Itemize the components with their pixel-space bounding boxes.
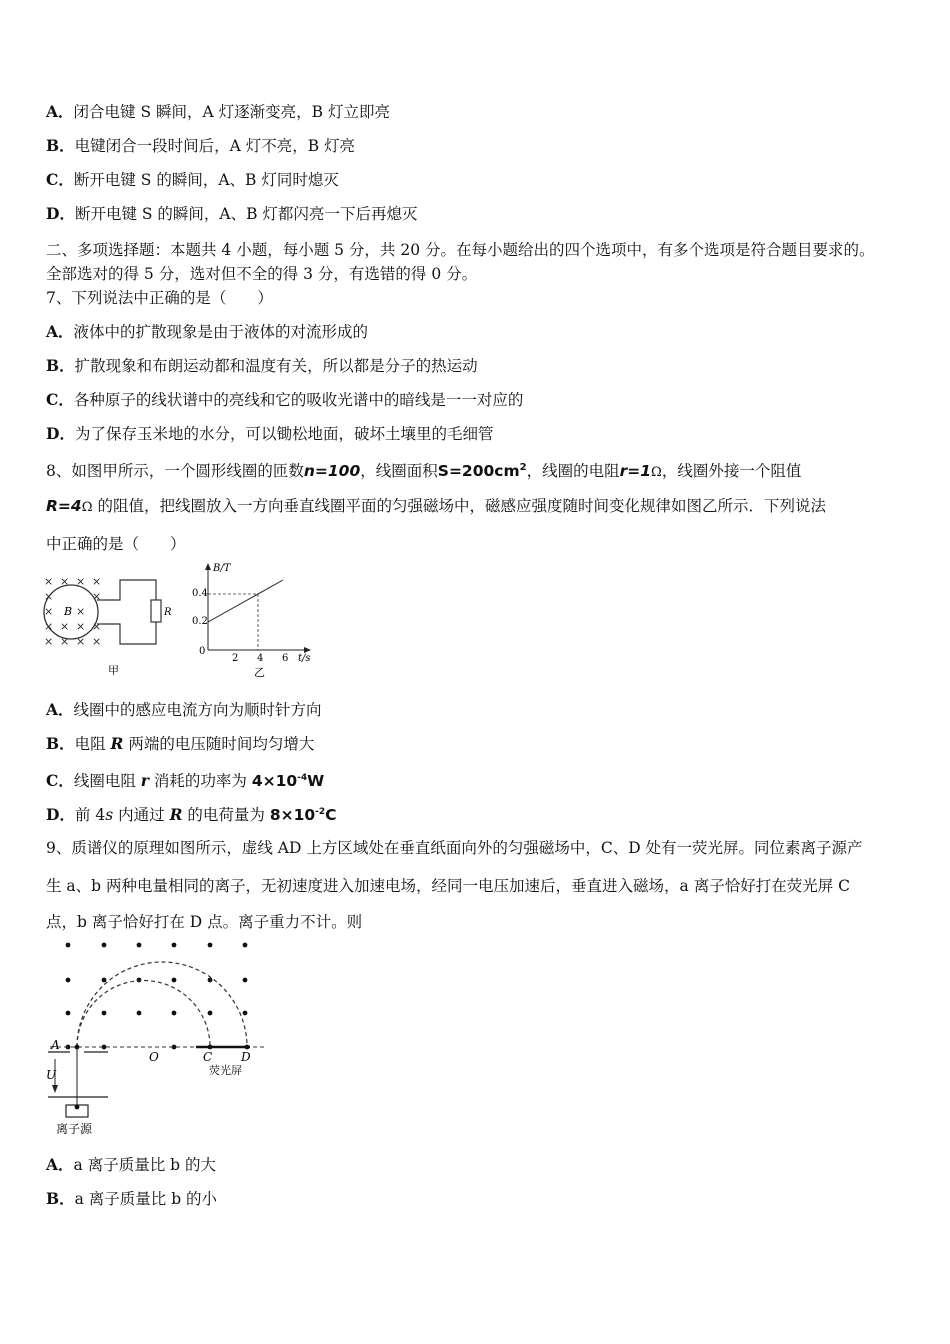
label-o: O bbox=[149, 1050, 159, 1064]
field-label: B bbox=[64, 605, 73, 618]
x-tick-6: 6 bbox=[282, 653, 289, 664]
point-d bbox=[245, 1045, 250, 1050]
section2-heading: 二、多项选择题：本题共 4 小题，每小题 5 分，共 20 分。在每小题给出的四个选项中，有多个选项是符合题目要求的。 bbox=[46, 241, 875, 259]
q7-option-b: B．扩散现象和布朗运动都和温度有关，所以都是分子的热运动 bbox=[46, 356, 478, 375]
magnetic-field-dots bbox=[66, 943, 248, 1050]
q8-stem-line3: 中正确的是（ ） bbox=[46, 535, 186, 553]
point-c bbox=[208, 1045, 213, 1050]
q9-option-a: A．a 离子质量比 b 的大 bbox=[46, 1155, 216, 1174]
svg-text:×: × bbox=[60, 635, 70, 648]
svg-text:×: × bbox=[92, 575, 102, 588]
q7-option-a: A．液体中的扩散现象是由于液体的对流形成的 bbox=[46, 322, 369, 341]
svg-text:×: × bbox=[76, 575, 86, 588]
q7-option-c: C．各种原子的线状谱中的亮线和它的吸收光谱中的暗线是一一对应的 bbox=[46, 390, 524, 409]
svg-text:×: × bbox=[92, 620, 102, 633]
svg-text:×: × bbox=[44, 620, 54, 633]
svg-text:×: × bbox=[44, 605, 54, 618]
q6-option-c: C．断开电键 S 的瞬间，A、B 灯同时熄灭 bbox=[46, 170, 339, 189]
q8-option-c: C．线圈电阻 r 消耗的功率为 $4\times 10^{-4}W$ bbox=[46, 771, 325, 791]
resistor-symbol bbox=[151, 600, 161, 622]
svg-text:×: × bbox=[92, 590, 102, 603]
figure-caption-yi: 乙 bbox=[254, 666, 265, 679]
trajectory-a bbox=[77, 981, 210, 1048]
y-tick-02: 0.2 bbox=[192, 616, 208, 627]
svg-text:×: × bbox=[44, 590, 54, 603]
q6-option-b: B．电键闭合一段时间后，A 灯不亮，B 灯亮 bbox=[46, 136, 356, 155]
q8-option-d: D．前 4s 内通过 R 的电荷量为 $8\times 10^{-2}C$ bbox=[46, 805, 337, 825]
trajectory-b bbox=[77, 962, 247, 1047]
resistor-label: R bbox=[164, 607, 172, 618]
y-axis-label: B/T bbox=[213, 563, 231, 574]
label-u: U bbox=[46, 1068, 57, 1082]
label-screen: 荧光屏 bbox=[209, 1064, 242, 1077]
x-axis-label: t/s bbox=[298, 653, 311, 664]
entry-point bbox=[75, 1045, 80, 1050]
label-c: C bbox=[203, 1050, 213, 1064]
q9-figure-mass-spectrometer bbox=[40, 935, 275, 1140]
svg-text:×: × bbox=[44, 575, 54, 588]
y-tick-04: 0.4 bbox=[192, 588, 208, 599]
q8-figure-coil bbox=[40, 568, 175, 680]
svg-text:×: × bbox=[76, 635, 86, 648]
q6-option-a: A．闭合电键 S 瞬间，A 灯逐渐变亮，B 灯立即亮 bbox=[46, 102, 390, 121]
q8-option-a: A．线圈中的感应电流方向为顺时针方向 bbox=[46, 700, 322, 719]
svg-text:×: × bbox=[44, 635, 54, 648]
svg-text:×: × bbox=[60, 620, 70, 633]
svg-text:×: × bbox=[76, 620, 86, 633]
series-line-b bbox=[208, 580, 283, 622]
q8-option-b: B．电阻 R 两端的电压随时间均匀增大 bbox=[46, 734, 315, 753]
q9-stem-line1: 9、质谱仪的原理如图所示，虚线 AD 上方区域处在垂直纸面向外的匀强磁场中，C、D 处有一荧光屏。同位素离子源产 bbox=[46, 839, 863, 857]
x-tick-4: 4 bbox=[257, 653, 264, 664]
svg-text:×: × bbox=[92, 635, 102, 648]
section2-scoring: 全部选对的得 5 分，选对但不全的得 3 分，有选错的得 0 分。 bbox=[46, 265, 478, 283]
y-tick-0: 0 bbox=[199, 646, 206, 657]
label-a: A bbox=[51, 1038, 60, 1052]
figure-caption-jia: 甲 bbox=[108, 664, 119, 677]
svg-text:×: × bbox=[76, 605, 86, 618]
y-axis-arrow bbox=[205, 563, 211, 570]
q6-option-d: D．断开电键 S 的瞬间，A、B 灯都闪亮一下后再熄灭 bbox=[46, 204, 418, 223]
label-ion-source: 离子源 bbox=[56, 1122, 93, 1136]
svg-text:×: × bbox=[60, 575, 70, 588]
x-tick-2: 2 bbox=[232, 653, 239, 664]
circuit-wire bbox=[97, 580, 156, 644]
label-d: D bbox=[241, 1050, 251, 1064]
ion-source-point bbox=[75, 1105, 80, 1110]
q8-figure-bt-graph bbox=[188, 560, 318, 682]
q8-stem-line1: 8、如图甲所示，一个圆形线圈的匝数n=100，线圈面积$S=200cm^2$，线圈的电阻r=1Ω，线圈外接一个阻值 bbox=[46, 462, 802, 481]
q9-option-b: B．a 离子质量比 b 的小 bbox=[46, 1189, 218, 1208]
q7-option-d: D．为了保存玉米地的水分，可以锄松地面，破坏土壤里的毛细管 bbox=[46, 424, 494, 443]
q9-stem-line3: 点，b 离子恰好打在 D 点。离子重力不计。则 bbox=[46, 913, 363, 931]
q9-stem-line2: 生 a、b 两种电量相同的离子，无初速度进入加速电场，经同一电压加速后，垂直进入磁场，a 离子恰好打在荧光屏 C bbox=[46, 877, 850, 895]
q8-stem-line2: R=4Ω 的阻值，把线圈放入一方向垂直线圈平面的匀强磁场中，磁感应强度随时间变化规律如图乙所示．下列说法 bbox=[46, 497, 826, 515]
voltage-arrow-head bbox=[52, 1085, 58, 1093]
q7-stem: 7、下列说法中正确的是（ ） bbox=[46, 289, 273, 307]
